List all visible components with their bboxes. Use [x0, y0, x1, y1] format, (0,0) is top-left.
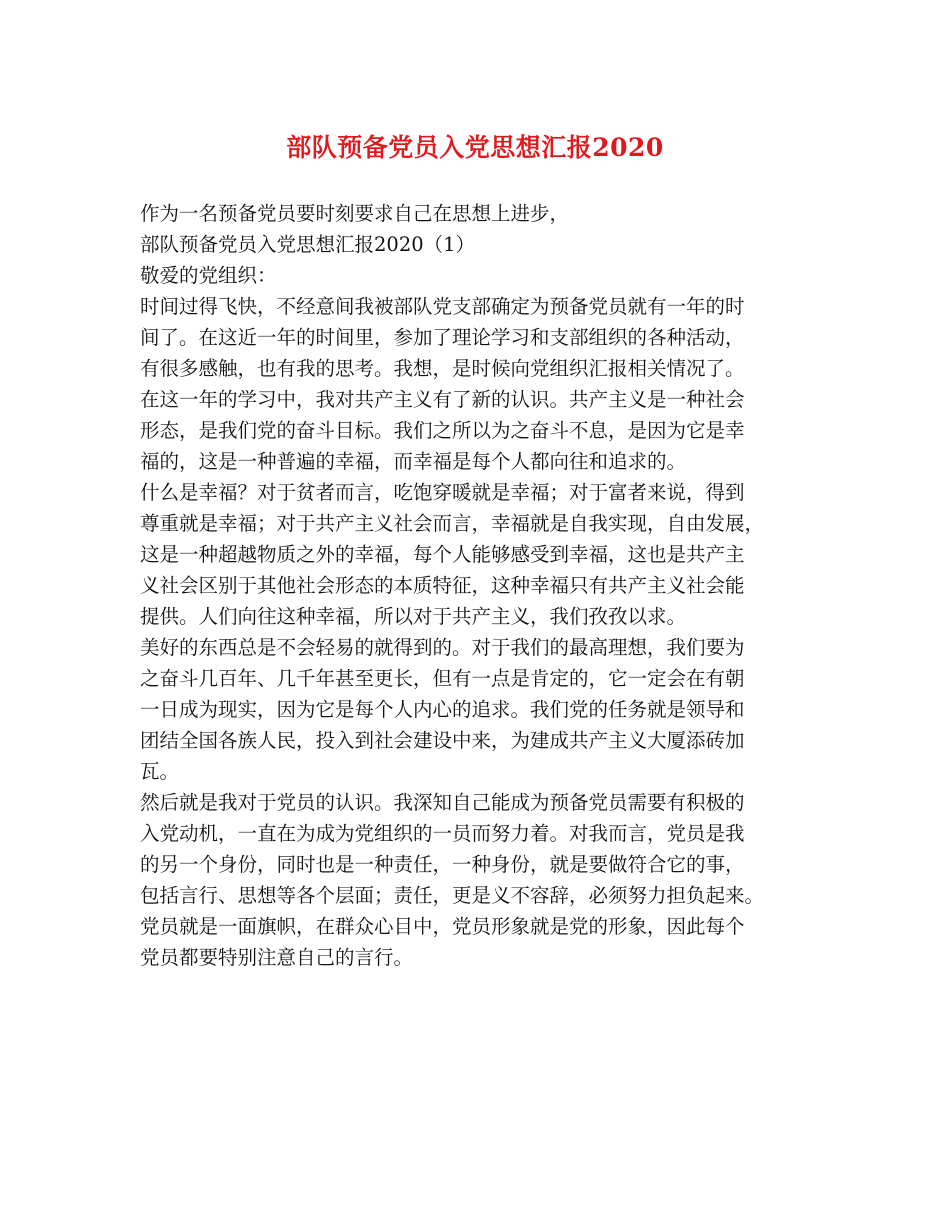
body-line: 之奋斗几百年、几千年甚至更长，但有一点是肯定的，它一定会在有朝: [140, 667, 745, 690]
body-line: 美好的东西总是不会轻易的就得到的。对于我们的最高理想，我们要为: [140, 636, 745, 659]
body-line: 敬爱的党组织：: [140, 264, 277, 287]
body-line: 义社会区别于其他社会形态的本质特征，这种幸福只有共产主义社会能: [140, 574, 745, 597]
body-line: 什么是幸福？对于贫者而言，吃饱穿暖就是幸福；对于富者来说，得到: [140, 481, 745, 504]
body-line: 提供。人们向往这种幸福，所以对于共产主义，我们孜孜以求。: [140, 605, 687, 628]
body-line: 间了。在这近一年的时间里，参加了理论学习和支部组织的各种活动，: [140, 326, 745, 349]
body-line: 有很多感触，也有我的思考。我想，是时候向党组织汇报相关情况了。: [140, 357, 745, 380]
body-line: 然后就是我对于党员的认识。我深知自己能成为预备党员需要有积极的: [140, 791, 745, 814]
document-body: [140, 198, 830, 973]
body-line: 党员就是一面旗帜，在群众心目中，党员形象就是党的形象，因此每个: [140, 915, 745, 938]
body-line: 入党动机，一直在为成为党组织的一员而努力着。对我而言，党员是我: [140, 822, 745, 845]
body-line: 团结全国各族人民，投入到社会建设中来，为建成共产主义大厦添砖加: [140, 729, 745, 752]
document-title: 部队预备党员入党思想汇报2020: [286, 133, 664, 162]
body-line: 这是一种超越物质之外的幸福，每个人能够感受到幸福，这也是共产主: [140, 543, 745, 566]
body-line: 福的，这是一种普遍的幸福，而幸福是每个人都向往和追求的。: [140, 450, 687, 473]
body-line: 的另一个身份，同时也是一种责任，一种身份，就是要做符合它的事，: [140, 853, 745, 876]
body-line: 形态，是我们党的奋斗目标。我们之所以为之奋斗不息，是因为它是幸: [140, 419, 745, 442]
body-line: 尊重就是幸福；对于共产主义社会而言，幸福就是自我实现，自由发展，: [140, 512, 765, 535]
body-line: 党员都要特别注意自己的言行。: [140, 946, 414, 969]
body-line: 包括言行、思想等各个层面；责任，更是义不容辞，必须努力担负起来。: [140, 884, 765, 907]
body-line: 部队预备党员入党思想汇报2020（1）: [140, 233, 476, 256]
body-line: 一日成为现实，因为它是每个人内心的追求。我们党的任务就是领导和: [140, 698, 745, 721]
body-line: 瓦。: [140, 760, 180, 783]
body-line: 作为一名预备党员要时刻要求自己在思想上进步，: [140, 202, 570, 225]
body-line: 时间过得飞快，不经意间我被部队党支部确定为预备党员就有一年的时: [140, 295, 745, 318]
body-line: 在这一年的学习中，我对共产主义有了新的认识。共产主义是一种社会: [140, 388, 745, 411]
